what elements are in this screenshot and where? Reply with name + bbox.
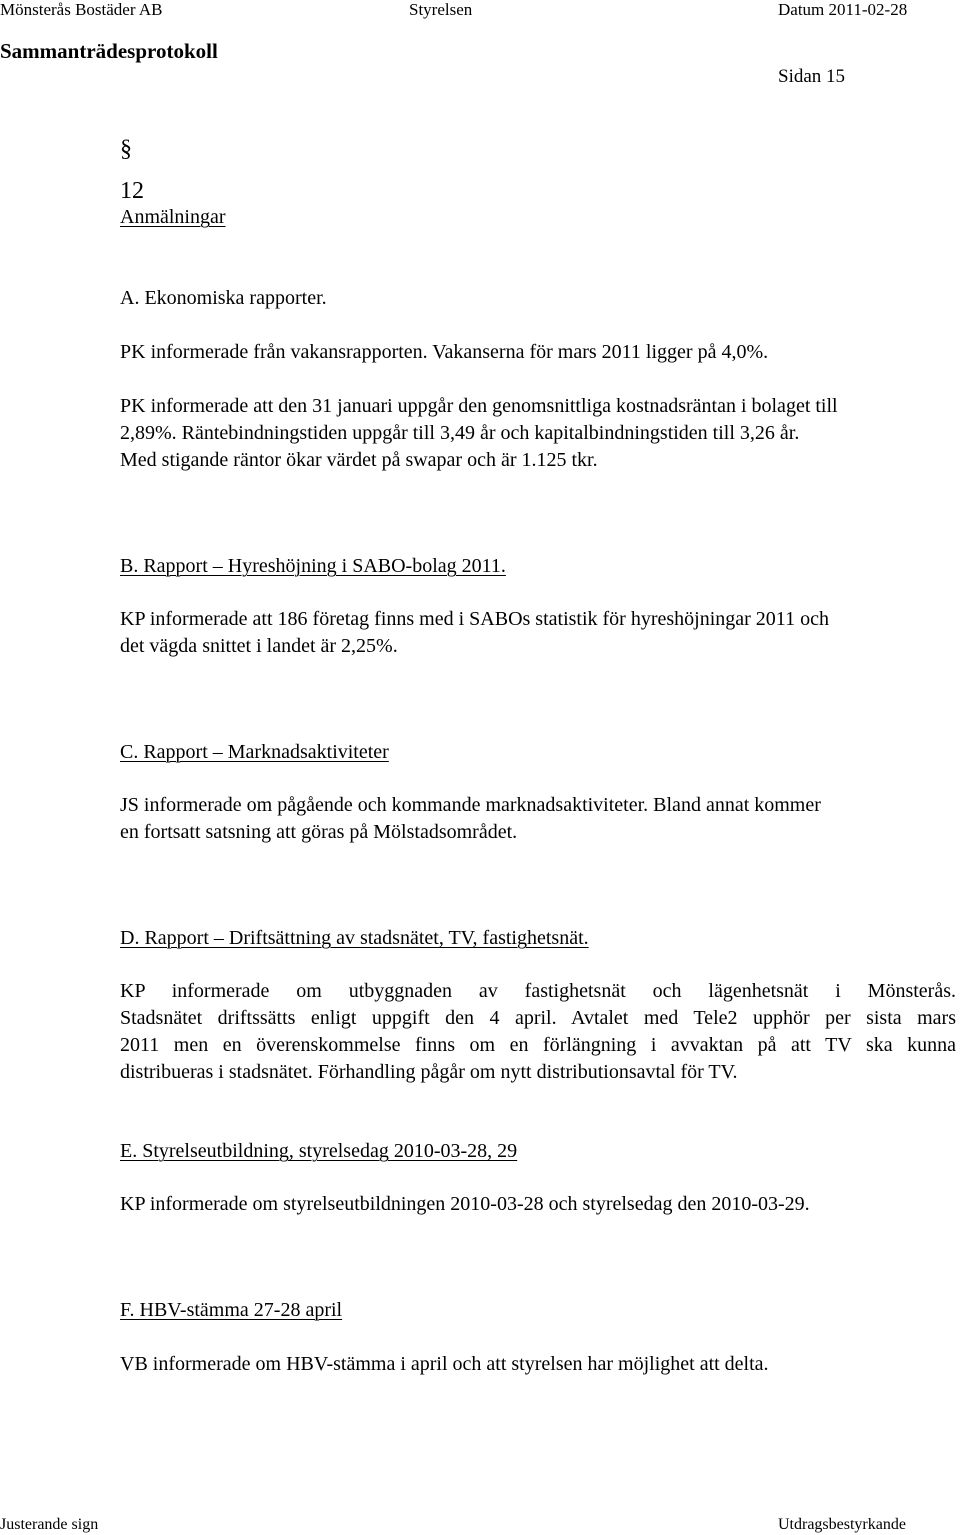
- section-c-text-2: en fortsatt satsning att göras på Mölstadsområdet.: [120, 821, 518, 843]
- section-heading: Anmälningar: [120, 206, 226, 228]
- section-b-text-2: det vägda snittet i landet är 2,25%.: [120, 635, 398, 657]
- section-a-text-2: PK informerade att den 31 januari uppgår den genomsnittliga kostnadsräntan i bolaget till: [120, 395, 838, 417]
- section-a-text-1: PK informerade från vakansrapporten. Vakanserna för mars 2011 ligger på 4,0%.: [120, 341, 769, 363]
- section-f-title: F. HBV-stämma 27-28 april: [120, 1299, 343, 1321]
- paragraph-marker: [120, 136, 144, 206]
- section-a-title: A. Ekonomiska rapporter.: [120, 287, 327, 309]
- section-a-text-3: 2,89%. Räntebindningstiden uppgår till 3,49 år och kapitalbindningstiden till 3,26 år.: [120, 422, 800, 444]
- footer-right: Utdragsbestyrkande: [778, 1516, 906, 1533]
- header-board: Styrelsen: [409, 0, 473, 19]
- page-number: Sidan 15: [778, 66, 846, 87]
- section-b-text-1: KP informerade att 186 företag finns med i SABOs statistik för hyreshöjningar 2011 och: [120, 608, 829, 630]
- section-e-title: E. Styrelseutbildning, styrelsedag 2010-03-28, 29: [120, 1140, 518, 1162]
- footer-left: Justerande sign: [0, 1516, 99, 1533]
- paragraph-number: 12: [120, 178, 144, 204]
- section-d-paragraph: [120, 978, 956, 1086]
- document-title: Sammanträdesprotokoll: [0, 39, 218, 63]
- section-d-title: D. Rapport – Driftsättning av stadsnätet, TV, fastighetsnät.: [120, 927, 589, 949]
- section-f-text-1: VB informerade om HBV-stämma i april och att styrelsen har möjlighet att delta.: [120, 1353, 769, 1375]
- section-b-paragraph: [120, 606, 956, 660]
- section-d-text-4: distribueras i stadsnätet. Förhandling pågår om nytt distributionsavtal för TV.: [120, 1061, 738, 1083]
- section-d-text-1: KP informerade om utbyggnaden av fastighetsnät och lägenhetsnät i Mönsterås.: [120, 980, 956, 1002]
- section-a-text-4: Med stigande räntor ökar värdet på swapar och är 1.125 tkr.: [120, 449, 598, 471]
- section-d-text-3: 2011 men en överenskommelse finns om en förlängning i avvaktan på att TV ska kunna: [120, 1034, 956, 1056]
- section-a-paragraph-2: [120, 393, 956, 474]
- section-c-title: C. Rapport – Marknadsaktiviteter: [120, 741, 389, 763]
- section-e-text-1: KP informerade om styrelseutbildningen 2010-03-28 och styrelsedag den 2010-03-29.: [120, 1193, 810, 1215]
- section-symbol: §: [120, 136, 132, 162]
- section-b-title: B. Rapport – Hyreshöjning i SABO-bolag 2011.: [120, 555, 506, 577]
- section-c-text-1: JS informerade om pågående och kommande marknadsaktiviteter. Bland annat kommer: [120, 794, 821, 816]
- section-d-text-2: Stadsnätet driftssätts enligt uppgift den 4 april. Avtalet med Tele2 upphör per sista mars: [120, 1007, 956, 1029]
- header-company: Mönsterås Bostäder AB: [0, 0, 163, 19]
- section-c-paragraph: [120, 792, 956, 846]
- header-date: Datum 2011-02-28: [778, 0, 908, 19]
